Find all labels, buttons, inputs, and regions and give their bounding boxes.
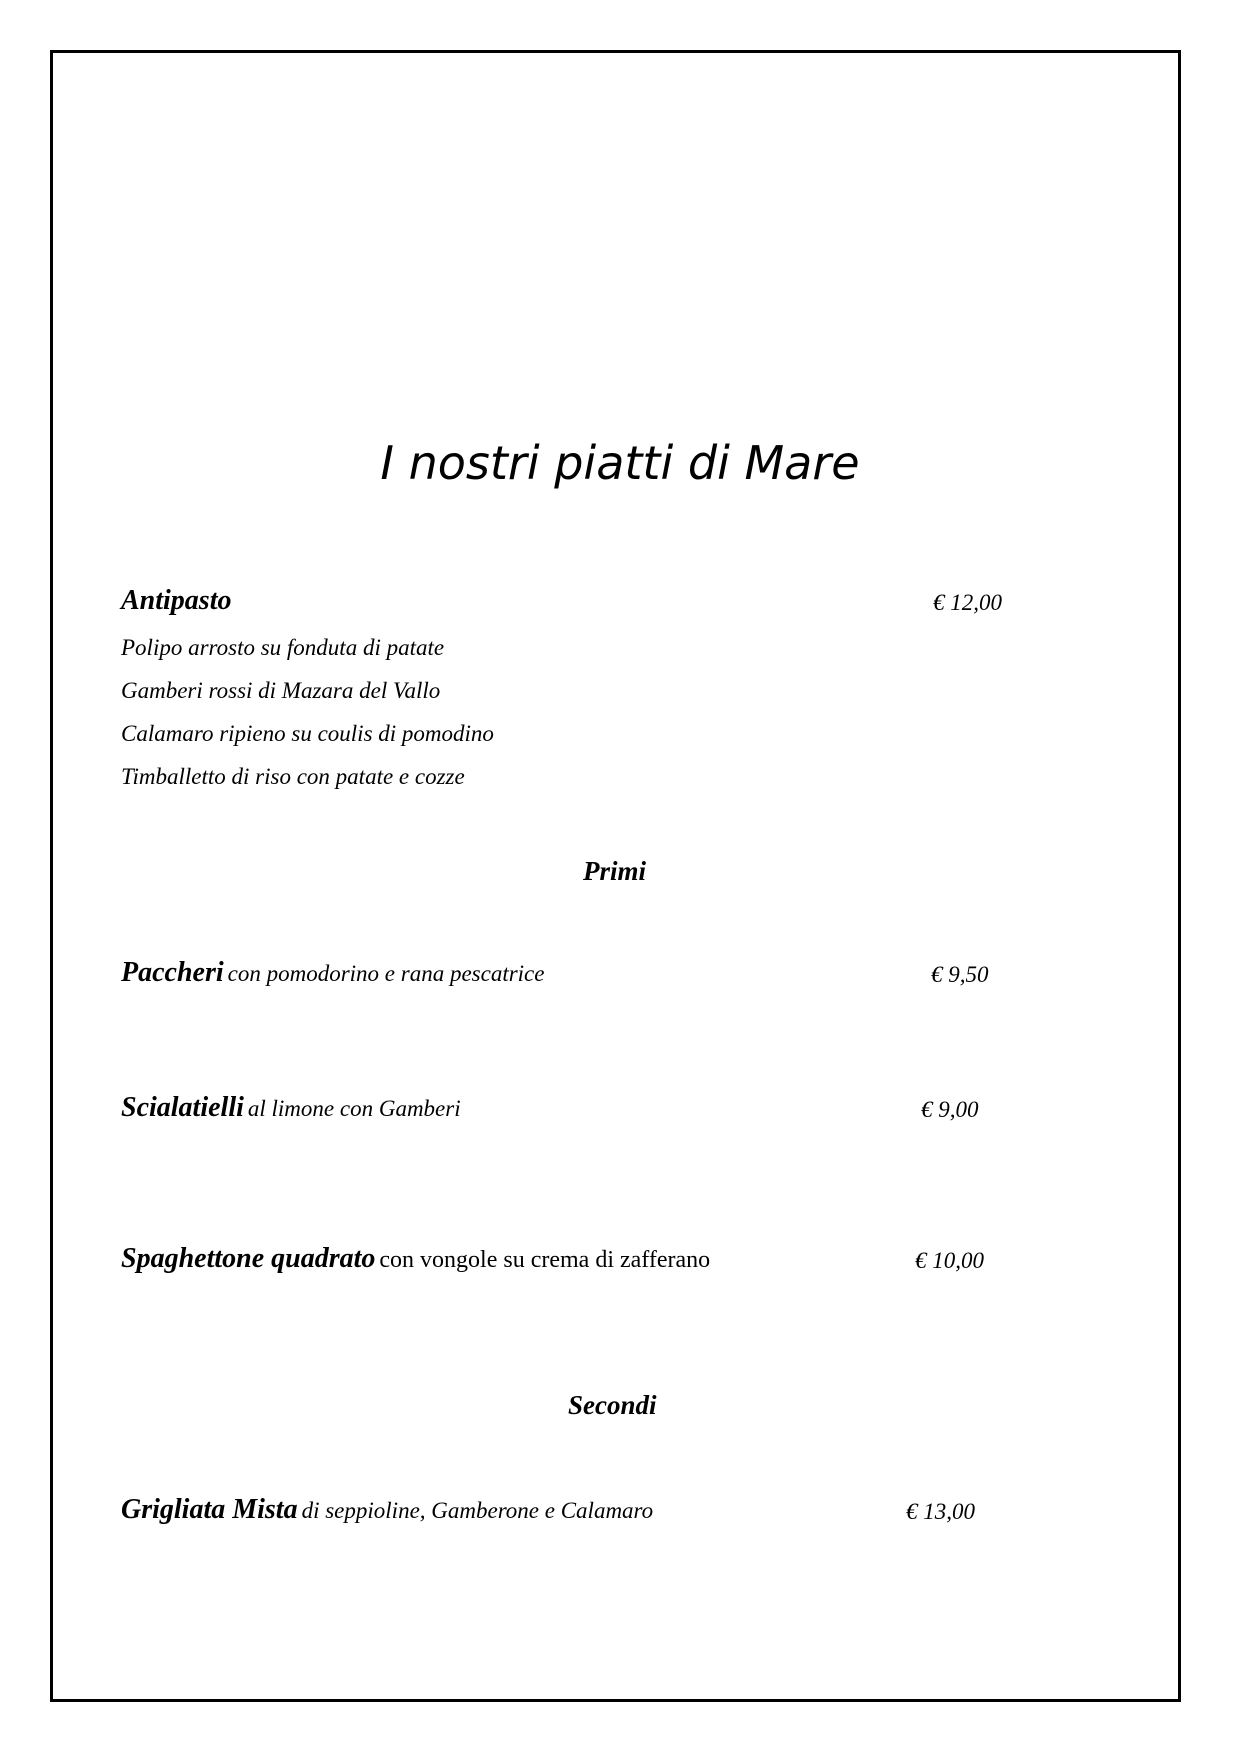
antipasto-item: Gamberi rossi di Mazara del Vallo xyxy=(121,678,441,703)
antipasto-price: € 12,00 xyxy=(933,590,1002,615)
dish-description: con vongole su crema di zafferano xyxy=(379,1247,711,1273)
dish-row xyxy=(121,1092,461,1124)
dish-name: Paccheri xyxy=(121,957,224,988)
secondi-heading: Secondi xyxy=(568,1390,657,1420)
dish-description: di seppioline, Gamberone e Calamaro xyxy=(301,1498,654,1523)
antipasto-item: Calamaro ripieno su coulis di pomodino xyxy=(121,721,494,746)
dish-price: € 13,00 xyxy=(906,1499,975,1524)
dish-description: con pomodorino e rana pescatrice xyxy=(227,961,545,986)
dish-price: € 9,00 xyxy=(921,1097,979,1122)
dish-name: Scialatielli xyxy=(121,1092,244,1123)
dish-price: € 9,50 xyxy=(931,962,989,987)
menu-title: I nostri piatti di Mare xyxy=(380,436,860,490)
dish-description: al limone con Gamberi xyxy=(247,1096,461,1121)
dish-name: Grigliata Mista xyxy=(121,1494,298,1525)
primi-heading: Primi xyxy=(583,856,647,886)
antipasto-item: Timballetto di riso con patate e cozze xyxy=(121,764,465,789)
dish-name: Spaghettone quadrato xyxy=(121,1243,376,1274)
antipasto-heading: Antipasto xyxy=(121,585,232,616)
dish-row xyxy=(121,957,544,989)
dish-row xyxy=(121,1243,710,1275)
antipasto-item: Polipo arrosto su fonduta di patate xyxy=(121,635,445,660)
dish-row xyxy=(121,1494,653,1526)
dish-price: € 10,00 xyxy=(915,1248,984,1273)
